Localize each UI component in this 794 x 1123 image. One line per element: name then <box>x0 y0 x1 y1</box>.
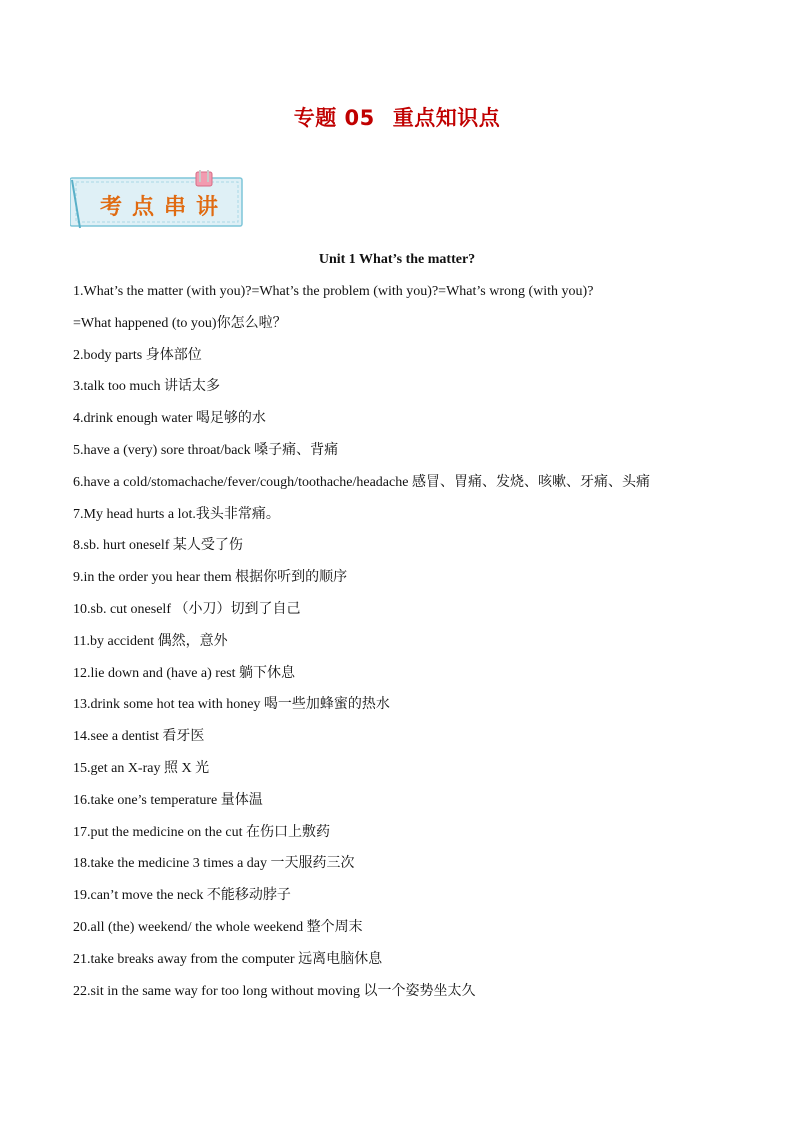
list-item: 19.can’t move the neck 不能移动脖子 <box>73 888 291 904</box>
list-item: 6.have a cold/stomachache/fever/cough/toothache/headache 感冒、胃痛、发烧、咳嗽、牙痛、头痛 <box>73 474 650 490</box>
list-item: 8.sb. hurt oneself 某人受了伤 <box>73 538 243 554</box>
list-item: 14.see a dentist 看牙医 <box>73 729 205 745</box>
list-item: 11.by accident 偶然，意外 <box>73 633 228 649</box>
banner-label: 考点串讲 <box>100 194 229 220</box>
list-item: 1.What’s the matter (with you)?=What’s the problem (with you)?=What’s wrong (with you)? <box>73 284 594 299</box>
list-item: 13.drink some hot tea with honey 喝一些加蜂蜜的热水 <box>73 697 390 713</box>
list-item: 5.have a (very) sore throat/back 嗓子痛、背痛 <box>73 442 339 458</box>
list-item: 15.get an X-ray 照 X 光 <box>73 760 210 776</box>
list-item: 16.take one’s temperature 量体温 <box>73 792 263 808</box>
list-item: 9.in the order you hear them 根据你听到的顺序 <box>73 570 348 586</box>
page-title <box>0 102 794 132</box>
list-item: 20.all (the) weekend/ the whole weekend 整个周末 <box>73 919 363 935</box>
list-item: 12.lie down and (have a) rest 躺下休息 <box>73 665 295 681</box>
unit-title: Unit 1 What’s the matter? <box>318 252 476 267</box>
vocabulary-list <box>73 283 733 1014</box>
title-topic-name: 重点知识点 <box>392 106 501 130</box>
list-item: 17.put the medicine on the cut 在伤口上敷药 <box>73 824 331 840</box>
list-item: 10.sb. cut oneself （小刀）切到了自己 <box>73 601 301 617</box>
list-item: 22.sit in the same way for too long without moving 以一个姿势坐太久 <box>73 983 476 999</box>
list-item: 4.drink enough water 喝足够的水 <box>73 411 266 427</box>
list-item: 7.My head hurts a lot.我头非常痛。 <box>73 506 280 522</box>
list-item: 2.body parts 身体部位 <box>73 347 202 363</box>
title-topic-number: 专题 05 <box>293 106 375 130</box>
paperclip-icon <box>196 170 212 186</box>
list-item: 3.talk too much 讲话太多 <box>73 379 220 395</box>
list-item: =What happened (to you)你怎么啦？ <box>73 315 287 331</box>
list-item: 18.take the medicine 3 times a day 一天服药三次 <box>73 856 355 872</box>
list-item: 21.take breaks away from the computer 远离电脑休息 <box>73 951 383 967</box>
